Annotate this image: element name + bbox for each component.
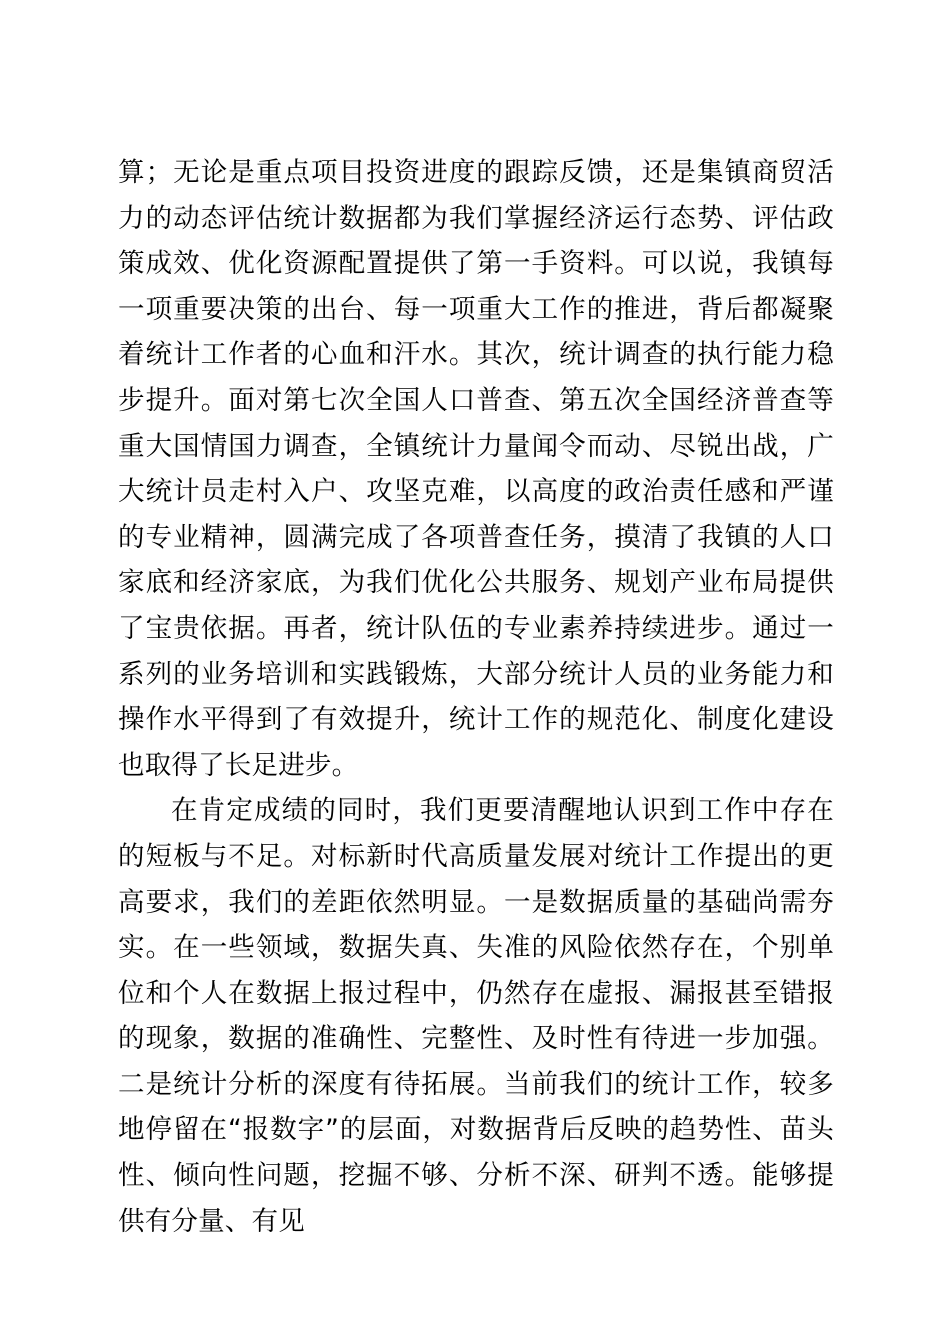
paragraph: 算；无论是重点项目投资进度的跟踪反馈，还是集镇商贸活力的动态评估统计数据都为我们掌握经济运行态势、评估政策成效、优化资源配置提供了第一手资料。可以说，我镇每一项重要决策的出台、每一项重大工作的推进，背后都凝聚着统计工作者的心血和汗水。其次，统计调查的执行能力稳步提升。面对第七次全国人口普查、第五次全国经济普查等重大国情国力调查，全镇统计力量闻令而动、尽锐出战，广大统计员走村入户、攻坚克难，以高度的政治责任感和严谨的专业精神，圆满完成了各项普查任务，摸清了我镇的人口家底和经济家底，为我们优化公共服务、规划产业布局提供了宝贵依据。再者，统计队伍的专业素养持续进步。通过一系列的业务培训和实践锻炼，大部分统计人员的业务能力和操作水平得到了有效提升，统计工作的规范化、制度化建设也取得了长足进步。 [118,157,834,781]
paragraph: 在肯定成绩的同时，我们更要清醒地认识到工作中存在的短板与不足。对标新时代高质量发展对统计工作提出的更高要求，我们的差距依然明显。一是数据质量的基础尚需夯实。在一些领域，数据失真、失准的风险依然存在，个别单位和个人在数据上报过程中，仍然存在虚报、漏报甚至错报的现象，数据的准确性、完整性、及时性有待进一步加强。二是统计分析的深度有待拓展。当前我们的统计工作，较多地停留在“报数字”的层面，对数据背后反映的趋势性、苗头性、倾向性问题，挖掘不够、分析不深、研判不透。能够提供有分量、有见 [118,795,834,1237]
document-body [118,150,834,1244]
